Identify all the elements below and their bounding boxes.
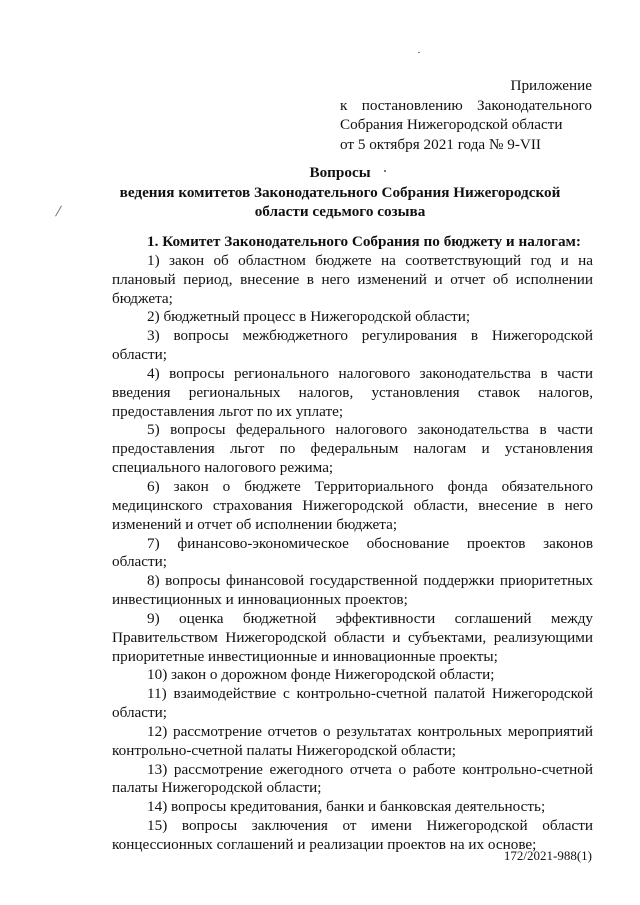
list-item [112, 723, 593, 761]
item-number: 15) [147, 817, 168, 835]
item-number: 1) [147, 251, 160, 269]
item-number: 14) [147, 798, 168, 816]
item-text: вопросы финансовой государственной поддержки приоритетных инвестиционных и инновационных проектов; [112, 572, 594, 609]
item-number: 9) [147, 609, 160, 627]
item-number: 13) [147, 760, 168, 778]
item-text: закон о дорожном фонде Нижегородской области; [171, 666, 495, 684]
item-number: 12) [147, 722, 168, 740]
scan-mark [418, 52, 420, 53]
list-item [112, 685, 593, 723]
item-text: закон об областном бюджете на соответствующий год и на плановый период, внесение в него изменений и отчет об исполнении бюджета; [112, 251, 594, 307]
item-text: взаимодействие с контрольно-счетной палатой Нижегородской области; [112, 685, 593, 722]
appendix-line-date: от 5 октября 2021 года № 9-VII [340, 135, 541, 153]
item-text: вопросы регионального налогового законодательства в части введения региональных налогов, установления ставок налогов, предоставления льгот по их уплате; [112, 364, 594, 420]
items-list [112, 252, 593, 855]
item-number: 11) [147, 685, 167, 703]
item-number: 3) [147, 327, 160, 345]
item-text: рассмотрение ежегодного отчета о работе контрольно-счетной палаты Нижегородской области; [112, 760, 594, 797]
item-text: вопросы заключения от имени Нижегородской области концессионных соглашений и реализации проектов на их основе; [112, 817, 593, 853]
list-item [112, 252, 593, 309]
item-text: оценка бюджетной эффективности соглашений между Правительством Нижегородской области и субъектами, реализующими приоритетные инвестиционные и инновационные проекты; [112, 609, 594, 665]
list-item [112, 535, 593, 573]
item-text: закон о бюджете Территориального фонда обязательного медицинского страхования Нижегородской области, внесение в него изменений и отчет об исполнении бюджета; [112, 477, 594, 533]
item-number: 6) [147, 477, 160, 495]
item-text: финансово-экономическое обоснование проектов законов области; [112, 534, 594, 571]
document-body [112, 233, 593, 855]
appendix-block [340, 76, 592, 154]
list-item [112, 610, 593, 667]
list-item [112, 798, 593, 817]
title-line-1: Вопросы [309, 164, 371, 181]
list-item [112, 666, 593, 685]
section-heading: 1. Комитет Законодательного Собрания по бюджету и налогам: [147, 233, 581, 250]
list-item [112, 308, 593, 327]
item-text: вопросы федерального налогового законодательства в части предоставления льгот по федеральным налогам и установления специального налогового режима; [112, 421, 593, 477]
item-number: 8) [147, 572, 160, 590]
title-line-2: ведения комитетов Законодательного Собрания Нижегородской [119, 183, 561, 201]
document-title [90, 163, 590, 222]
item-number: 2) [147, 308, 160, 326]
list-item [112, 365, 593, 422]
scan-mark [55, 206, 62, 217]
item-number: 5) [147, 421, 160, 439]
appendix-line-assembly: Собрания Нижегородской области [340, 116, 563, 133]
list-item [112, 327, 593, 365]
title-line-3: области седьмого созыва [254, 203, 426, 220]
item-text: рассмотрение отчетов о результатах контрольных мероприятий контрольно-счетной палаты Нижегородской области; [112, 722, 593, 759]
item-text: вопросы межбюджетного регулирования в Нижегородской области; [112, 327, 593, 364]
document-code: 172/2021-988(1) [503, 848, 592, 863]
item-number: 4) [147, 364, 160, 382]
appendix-title: Приложение [510, 77, 592, 94]
item-number: 10) [147, 666, 168, 684]
list-item [112, 421, 593, 478]
item-text: вопросы кредитования, банки и банковская деятельность; [171, 798, 546, 816]
list-item [112, 572, 593, 610]
list-item [112, 478, 593, 535]
appendix-line-resolution: к постановлению Законодательного [340, 96, 592, 114]
item-text: бюджетный процесс в Нижегородской области; [163, 308, 471, 326]
list-item [112, 761, 593, 799]
item-number: 7) [147, 534, 160, 552]
scan-mark [384, 170, 386, 172]
